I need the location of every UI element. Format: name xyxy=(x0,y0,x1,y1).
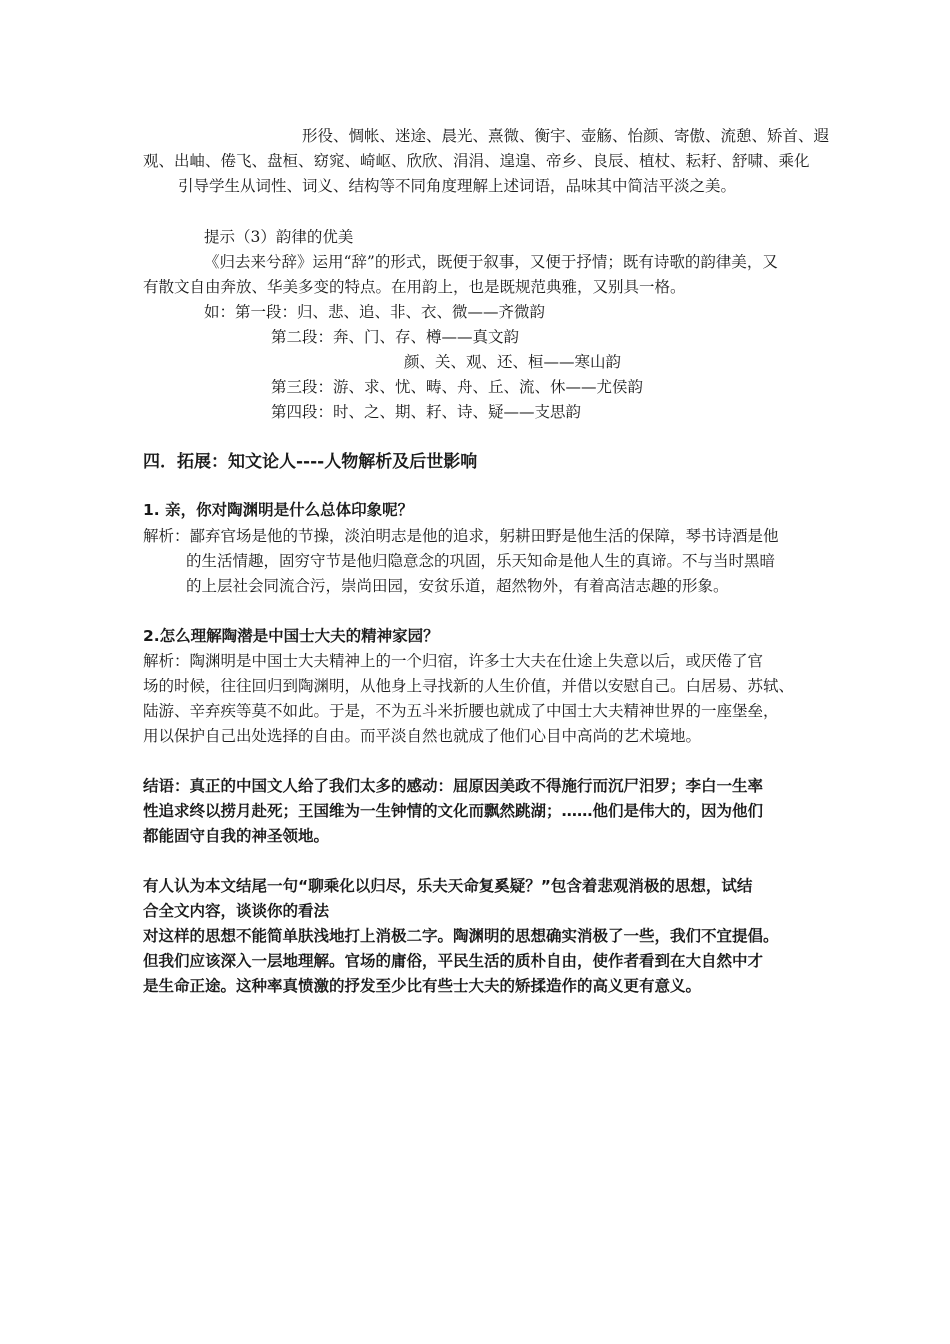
answer-1-line-1: 解析：鄙弃官场是他的节操，淡泊明志是他的追求，躬耕田野是他生活的保障，琴书诗酒是他 xyxy=(143,527,779,545)
answer-1-line-2: 的生活情趣，固穷守节是他归隐意念的巩固，乐天知命是他人生的真谛。不与当时黑暗 xyxy=(186,552,776,570)
rhyme-segment-3: 第三段：游、求、忧、畴、舟、丘、流、休——尤侯韵 xyxy=(271,378,644,396)
discussion-question-line-1: 有人认为本文结尾一句“聊乘化以归尽，乐夫天命复奚疑？”包含着悲观消极的思想，试结 xyxy=(143,877,753,895)
word-list-line-2: 观、出岫、倦飞、盘桓、窈窕、崎岖、欣欣、涓涓、遑遑、帝乡、良辰、植杖、耘耔、舒啸、乘化 xyxy=(143,152,810,170)
section-4-heading: 四．拓展：知文论人----人物解析及后世影响 xyxy=(143,452,478,472)
discussion-question-line-2: 合全文内容，谈谈你的看法 xyxy=(143,902,330,920)
rhyme-segment-4: 第四段：时、之、期、耔、诗、疑——支思韵 xyxy=(271,403,582,421)
question-1: 1. 亲，你对陶渊明是什么总体印象呢？ xyxy=(143,501,414,519)
answer-2-line-4: 用以保护自己出处选择的自由。而平淡自然也就成了他们心目中高尚的艺术境地。 xyxy=(143,727,702,745)
question-2: 2.怎么理解陶潜是中国士大夫的精神家园？ xyxy=(143,627,439,645)
rhyme-hint-heading: 提示（3）韵律的优美 xyxy=(204,228,354,246)
rhyme-segment-2b: 颜、关、观、还、桓——寒山韵 xyxy=(404,353,622,371)
rhyme-segment-1: 如：第一段：归、悲、追、非、衣、微——齐微韵 xyxy=(204,303,546,321)
rhyme-segment-2: 第二段：奔、门、存、樽——真文韵 xyxy=(271,328,520,346)
discussion-answer-line-2: 但我们应该深入一层地理解。官场的庸俗，平民生活的质朴自由，使作者看到在大自然中才 xyxy=(143,952,764,970)
answer-2-line-2: 场的时候，往往回归到陶渊明，从他身上寻找新的人生价值，并借以安慰自己。白居易、苏轼、 xyxy=(143,677,795,695)
discussion-answer-line-1: 对这样的思想不能简单肤浅地打上消极二字。陶渊明的思想确实消极了一些，我们不宜提倡。 xyxy=(143,927,779,945)
word-list-line-1: 形役、惆帐、迷途、晨光、熹微、衡宇、壶觞、怡颜、寄傲、流憩、矫首、遐 xyxy=(302,127,830,145)
discussion-answer-line-3: 是生命正途。这种率真愤激的抒发至少比有些士大夫的矫揉造作的高义更有意义。 xyxy=(143,977,702,995)
answer-2-line-1: 解析：陶渊明是中国士大夫精神上的一个归宿，许多士大夫在仕途上失意以后，或厌倦了官 xyxy=(143,652,764,670)
answer-2-line-3: 陆游、辛弃疾等莫不如此。于是，不为五斗米折腰也就成了中国士大夫精神世界的一座堡垒， xyxy=(143,702,779,720)
rhyme-paragraph-line-1: 《归去来兮辞》运用“辞”的形式，既便于叙事，又便于抒情；既有诗歌的韵律美，又 xyxy=(204,253,778,271)
guide-sentence: 引导学生从词性、词义、结构等不同角度理解上述词语，品味其中简洁平淡之美。 xyxy=(178,177,737,195)
rhyme-paragraph-line-2: 有散文自由奔放、华美多变的特点。在用韵上，也是既规范典雅，又别具一格。 xyxy=(143,278,686,296)
answer-1-line-3: 的上层社会同流合污，崇尚田园，安贫乐道，超然物外，有着高洁志趣的形象。 xyxy=(186,577,729,595)
conclusion-line-2: 性追求终以捞月赴死；王国维为一生钟情的文化而飘然跳湖；……他们是伟大的，因为他们 xyxy=(143,802,764,820)
conclusion-line-3: 都能固守自我的神圣领地。 xyxy=(143,827,330,845)
conclusion-line-1: 结语：真正的中国文人给了我们太多的感动：屈原因美政不得施行而沉尸汨罗；李白一生率 xyxy=(143,777,764,795)
